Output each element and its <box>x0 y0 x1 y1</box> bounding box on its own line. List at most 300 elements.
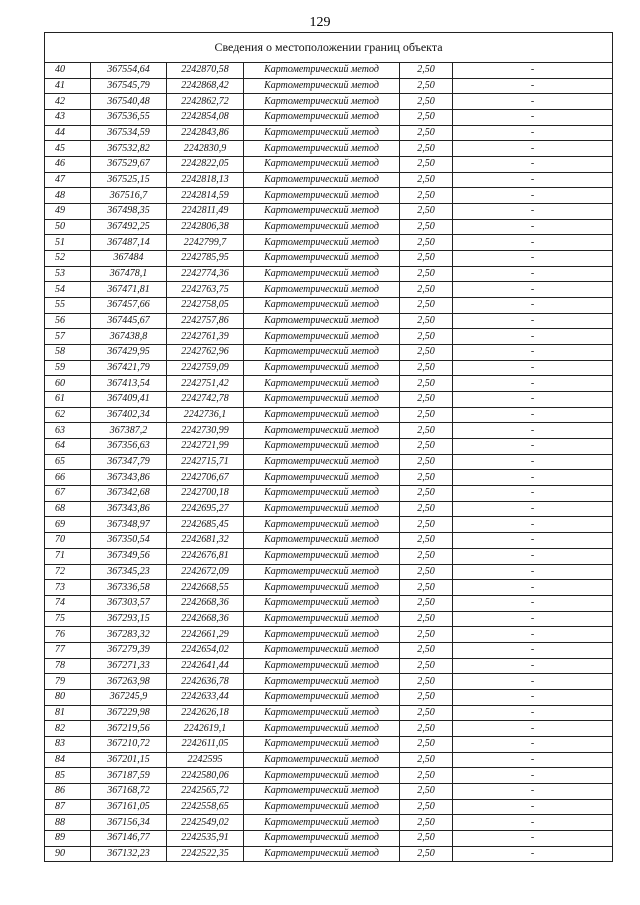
x-coordinate-cell: 367283,32 <box>91 627 167 643</box>
description-cell: - <box>453 298 613 314</box>
table-row <box>45 125 613 141</box>
table-row <box>45 188 613 204</box>
point-number-cell: 73 <box>45 580 91 596</box>
table-row <box>45 392 613 408</box>
point-number-cell: 55 <box>45 298 91 314</box>
y-coordinate-cell: 2242818,13 <box>167 172 244 188</box>
y-coordinate-cell: 2242626,18 <box>167 705 244 721</box>
description-cell: - <box>453 345 613 361</box>
y-coordinate-cell: 2242758,05 <box>167 298 244 314</box>
method-cell: Картометрический метод <box>244 141 400 157</box>
y-coordinate-cell: 2242685,45 <box>167 517 244 533</box>
x-coordinate-cell: 367210,72 <box>91 736 167 752</box>
point-number-cell: 76 <box>45 627 91 643</box>
method-cell: Картометрический метод <box>244 360 400 376</box>
x-coordinate-cell: 367345,23 <box>91 564 167 580</box>
point-number-cell: 62 <box>45 407 91 423</box>
y-coordinate-cell: 2242641,44 <box>167 658 244 674</box>
table-row <box>45 360 613 376</box>
table-row <box>45 799 613 815</box>
y-coordinate-cell: 2242706,67 <box>167 470 244 486</box>
description-cell: - <box>453 439 613 455</box>
description-cell: - <box>453 846 613 862</box>
accuracy-cell: 2,50 <box>400 595 453 611</box>
accuracy-cell: 2,50 <box>400 219 453 235</box>
point-number-cell: 65 <box>45 454 91 470</box>
y-coordinate-cell: 2242757,86 <box>167 313 244 329</box>
accuracy-cell: 2,50 <box>400 674 453 690</box>
description-cell: - <box>453 78 613 94</box>
point-number-cell: 50 <box>45 219 91 235</box>
method-cell: Картометрический метод <box>244 110 400 126</box>
accuracy-cell: 2,50 <box>400 548 453 564</box>
x-coordinate-cell: 367438,8 <box>91 329 167 345</box>
accuracy-cell: 2,50 <box>400 78 453 94</box>
description-cell: - <box>453 219 613 235</box>
y-coordinate-cell: 2242814,59 <box>167 188 244 204</box>
point-number-cell: 42 <box>45 94 91 110</box>
table-row <box>45 517 613 533</box>
point-number-cell: 89 <box>45 830 91 846</box>
point-number-cell: 72 <box>45 564 91 580</box>
accuracy-cell: 2,50 <box>400 580 453 596</box>
y-coordinate-cell: 2242763,75 <box>167 282 244 298</box>
point-number-cell: 80 <box>45 689 91 705</box>
x-coordinate-cell: 367540,48 <box>91 94 167 110</box>
method-cell: Картометрический метод <box>244 235 400 251</box>
table-row <box>45 439 613 455</box>
accuracy-cell: 2,50 <box>400 94 453 110</box>
x-coordinate-cell: 367356,63 <box>91 439 167 455</box>
accuracy-cell: 2,50 <box>400 564 453 580</box>
y-coordinate-cell: 2242742,78 <box>167 392 244 408</box>
point-number-cell: 53 <box>45 266 91 282</box>
x-coordinate-cell: 367132,23 <box>91 846 167 862</box>
point-number-cell: 78 <box>45 658 91 674</box>
method-cell: Картометрический метод <box>244 564 400 580</box>
y-coordinate-cell: 2242843,86 <box>167 125 244 141</box>
accuracy-cell: 2,50 <box>400 783 453 799</box>
accuracy-cell: 2,50 <box>400 627 453 643</box>
y-coordinate-cell: 2242558,65 <box>167 799 244 815</box>
method-cell: Картометрический метод <box>244 376 400 392</box>
table-row <box>45 783 613 799</box>
y-coordinate-cell: 2242633,44 <box>167 689 244 705</box>
description-cell: - <box>453 204 613 220</box>
table-row <box>45 172 613 188</box>
point-number-cell: 86 <box>45 783 91 799</box>
x-coordinate-cell: 367445,67 <box>91 313 167 329</box>
description-cell: - <box>453 564 613 580</box>
point-number-cell: 85 <box>45 768 91 784</box>
y-coordinate-cell: 2242830,9 <box>167 141 244 157</box>
table-row <box>45 689 613 705</box>
point-number-cell: 59 <box>45 360 91 376</box>
x-coordinate-cell: 367343,86 <box>91 501 167 517</box>
y-coordinate-cell: 2242661,29 <box>167 627 244 643</box>
table-row <box>45 454 613 470</box>
description-cell: - <box>453 94 613 110</box>
y-coordinate-cell: 2242535,91 <box>167 830 244 846</box>
accuracy-cell: 2,50 <box>400 266 453 282</box>
point-number-cell: 75 <box>45 611 91 627</box>
point-number-cell: 67 <box>45 486 91 502</box>
description-cell: - <box>453 235 613 251</box>
point-number-cell: 52 <box>45 251 91 267</box>
y-coordinate-cell: 2242522,35 <box>167 846 244 862</box>
point-number-cell: 51 <box>45 235 91 251</box>
method-cell: Картометрический метод <box>244 611 400 627</box>
method-cell: Картометрический метод <box>244 752 400 768</box>
y-coordinate-cell: 2242870,58 <box>167 63 244 79</box>
description-cell: - <box>453 172 613 188</box>
table-row <box>45 78 613 94</box>
accuracy-cell: 2,50 <box>400 517 453 533</box>
method-cell: Картометрический метод <box>244 658 400 674</box>
method-cell: Картометрический метод <box>244 705 400 721</box>
table-row <box>45 376 613 392</box>
table-title-row <box>45 33 613 63</box>
point-number-cell: 47 <box>45 172 91 188</box>
description-cell: - <box>453 501 613 517</box>
y-coordinate-cell: 2242668,36 <box>167 595 244 611</box>
method-cell: Картометрический метод <box>244 517 400 533</box>
method-cell: Картометрический метод <box>244 125 400 141</box>
accuracy-cell: 2,50 <box>400 188 453 204</box>
point-number-cell: 48 <box>45 188 91 204</box>
method-cell: Картометрический метод <box>244 94 400 110</box>
accuracy-cell: 2,50 <box>400 611 453 627</box>
x-coordinate-cell: 367413,54 <box>91 376 167 392</box>
y-coordinate-cell: 2242695,27 <box>167 501 244 517</box>
table-row <box>45 486 613 502</box>
y-coordinate-cell: 2242854,08 <box>167 110 244 126</box>
method-cell: Картометрический метод <box>244 815 400 831</box>
description-cell: - <box>453 799 613 815</box>
x-coordinate-cell: 367146,77 <box>91 830 167 846</box>
accuracy-cell: 2,50 <box>400 407 453 423</box>
table-row <box>45 611 613 627</box>
description-cell: - <box>453 580 613 596</box>
point-number-cell: 46 <box>45 157 91 173</box>
x-coordinate-cell: 367516,7 <box>91 188 167 204</box>
accuracy-cell: 2,50 <box>400 235 453 251</box>
x-coordinate-cell: 367529,67 <box>91 157 167 173</box>
y-coordinate-cell: 2242668,36 <box>167 611 244 627</box>
accuracy-cell: 2,50 <box>400 689 453 705</box>
x-coordinate-cell: 367168,72 <box>91 783 167 799</box>
method-cell: Картометрический метод <box>244 486 400 502</box>
y-coordinate-cell: 2242668,55 <box>167 580 244 596</box>
description-cell: - <box>453 110 613 126</box>
table-row <box>45 110 613 126</box>
table-row <box>45 298 613 314</box>
method-cell: Картометрический метод <box>244 251 400 267</box>
table-row <box>45 721 613 737</box>
y-coordinate-cell: 2242730,99 <box>167 423 244 439</box>
y-coordinate-cell: 2242721,99 <box>167 439 244 455</box>
point-number-cell: 84 <box>45 752 91 768</box>
accuracy-cell: 2,50 <box>400 329 453 345</box>
point-number-cell: 77 <box>45 642 91 658</box>
x-coordinate-cell: 367348,97 <box>91 517 167 533</box>
x-coordinate-cell: 367545,79 <box>91 78 167 94</box>
x-coordinate-cell: 367161,05 <box>91 799 167 815</box>
table-row <box>45 501 613 517</box>
point-number-cell: 69 <box>45 517 91 533</box>
x-coordinate-cell: 367534,59 <box>91 125 167 141</box>
method-cell: Картометрический метод <box>244 392 400 408</box>
point-number-cell: 63 <box>45 423 91 439</box>
method-cell: Картометрический метод <box>244 721 400 737</box>
point-number-cell: 45 <box>45 141 91 157</box>
table-row <box>45 157 613 173</box>
accuracy-cell: 2,50 <box>400 768 453 784</box>
accuracy-cell: 2,50 <box>400 439 453 455</box>
point-number-cell: 57 <box>45 329 91 345</box>
table-row <box>45 564 613 580</box>
table-title: Сведения о местоположении границ объекта <box>45 33 613 63</box>
method-cell: Картометрический метод <box>244 345 400 361</box>
description-cell: - <box>453 63 613 79</box>
boundary-coordinates-table <box>44 32 613 862</box>
x-coordinate-cell: 367293,15 <box>91 611 167 627</box>
description-cell: - <box>453 360 613 376</box>
accuracy-cell: 2,50 <box>400 736 453 752</box>
point-number-cell: 49 <box>45 204 91 220</box>
table-row <box>45 141 613 157</box>
point-number-cell: 66 <box>45 470 91 486</box>
accuracy-cell: 2,50 <box>400 125 453 141</box>
x-coordinate-cell: 367409,41 <box>91 392 167 408</box>
method-cell: Картометрический метод <box>244 548 400 564</box>
table-row <box>45 846 613 862</box>
table-row <box>45 658 613 674</box>
description-cell: - <box>453 815 613 831</box>
y-coordinate-cell: 2242759,09 <box>167 360 244 376</box>
description-cell: - <box>453 627 613 643</box>
description-cell: - <box>453 736 613 752</box>
x-coordinate-cell: 367349,56 <box>91 548 167 564</box>
point-number-cell: 54 <box>45 282 91 298</box>
accuracy-cell: 2,50 <box>400 846 453 862</box>
x-coordinate-cell: 367498,35 <box>91 204 167 220</box>
y-coordinate-cell: 2242761,39 <box>167 329 244 345</box>
description-cell: - <box>453 548 613 564</box>
accuracy-cell: 2,50 <box>400 658 453 674</box>
method-cell: Картометрический метод <box>244 282 400 298</box>
x-coordinate-cell: 367492,25 <box>91 219 167 235</box>
method-cell: Картометрический метод <box>244 407 400 423</box>
table-row <box>45 595 613 611</box>
method-cell: Картометрический метод <box>244 439 400 455</box>
y-coordinate-cell: 2242762,96 <box>167 345 244 361</box>
y-coordinate-cell: 2242785,95 <box>167 251 244 267</box>
table-row <box>45 705 613 721</box>
x-coordinate-cell: 367229,98 <box>91 705 167 721</box>
x-coordinate-cell: 367536,55 <box>91 110 167 126</box>
accuracy-cell: 2,50 <box>400 454 453 470</box>
page-number: 129 <box>309 15 331 30</box>
description-cell: - <box>453 392 613 408</box>
method-cell: Картометрический метод <box>244 533 400 549</box>
accuracy-cell: 2,50 <box>400 282 453 298</box>
table-row <box>45 752 613 768</box>
method-cell: Картометрический метод <box>244 204 400 220</box>
table-row <box>45 470 613 486</box>
accuracy-cell: 2,50 <box>400 345 453 361</box>
method-cell: Картометрический метод <box>244 454 400 470</box>
x-coordinate-cell: 367484 <box>91 251 167 267</box>
description-cell: - <box>453 611 613 627</box>
x-coordinate-cell: 367336,58 <box>91 580 167 596</box>
y-coordinate-cell: 2242676,81 <box>167 548 244 564</box>
description-cell: - <box>453 486 613 502</box>
x-coordinate-cell: 367554,64 <box>91 63 167 79</box>
method-cell: Картометрический метод <box>244 642 400 658</box>
description-cell: - <box>453 125 613 141</box>
method-cell: Картометрический метод <box>244 580 400 596</box>
y-coordinate-cell: 2242619,1 <box>167 721 244 737</box>
method-cell: Картометрический метод <box>244 627 400 643</box>
accuracy-cell: 2,50 <box>400 360 453 376</box>
table-row <box>45 407 613 423</box>
y-coordinate-cell: 2242636,78 <box>167 674 244 690</box>
point-number-cell: 41 <box>45 78 91 94</box>
x-coordinate-cell: 367156,34 <box>91 815 167 831</box>
point-number-cell: 60 <box>45 376 91 392</box>
description-cell: - <box>453 470 613 486</box>
x-coordinate-cell: 367387,2 <box>91 423 167 439</box>
description-cell: - <box>453 752 613 768</box>
description-cell: - <box>453 830 613 846</box>
table-row <box>45 266 613 282</box>
method-cell: Картометрический метод <box>244 266 400 282</box>
table-row <box>45 830 613 846</box>
y-coordinate-cell: 2242868,42 <box>167 78 244 94</box>
table-row <box>45 815 613 831</box>
accuracy-cell: 2,50 <box>400 799 453 815</box>
table-row <box>45 674 613 690</box>
x-coordinate-cell: 367347,79 <box>91 454 167 470</box>
point-number-cell: 68 <box>45 501 91 517</box>
method-cell: Картометрический метод <box>244 298 400 314</box>
description-cell: - <box>453 282 613 298</box>
x-coordinate-cell: 367219,56 <box>91 721 167 737</box>
accuracy-cell: 2,50 <box>400 830 453 846</box>
table-row <box>45 329 613 345</box>
x-coordinate-cell: 367525,15 <box>91 172 167 188</box>
description-cell: - <box>453 376 613 392</box>
y-coordinate-cell: 2242681,32 <box>167 533 244 549</box>
method-cell: Картометрический метод <box>244 846 400 862</box>
description-cell: - <box>453 141 613 157</box>
accuracy-cell: 2,50 <box>400 313 453 329</box>
y-coordinate-cell: 2242774,36 <box>167 266 244 282</box>
accuracy-cell: 2,50 <box>400 172 453 188</box>
x-coordinate-cell: 367471,81 <box>91 282 167 298</box>
description-cell: - <box>453 313 613 329</box>
description-cell: - <box>453 721 613 737</box>
x-coordinate-cell: 367201,15 <box>91 752 167 768</box>
y-coordinate-cell: 2242549,02 <box>167 815 244 831</box>
table-row <box>45 219 613 235</box>
table-row <box>45 423 613 439</box>
method-cell: Картометрический метод <box>244 219 400 235</box>
table-body <box>45 63 613 862</box>
accuracy-cell: 2,50 <box>400 501 453 517</box>
method-cell: Картометрический метод <box>244 78 400 94</box>
x-coordinate-cell: 367245,9 <box>91 689 167 705</box>
x-coordinate-cell: 367343,86 <box>91 470 167 486</box>
method-cell: Картометрический метод <box>244 470 400 486</box>
accuracy-cell: 2,50 <box>400 642 453 658</box>
accuracy-cell: 2,50 <box>400 141 453 157</box>
accuracy-cell: 2,50 <box>400 705 453 721</box>
method-cell: Картометрический метод <box>244 674 400 690</box>
table-row <box>45 548 613 564</box>
method-cell: Картометрический метод <box>244 736 400 752</box>
y-coordinate-cell: 2242811,49 <box>167 204 244 220</box>
table-row <box>45 345 613 361</box>
table-row <box>45 580 613 596</box>
point-number-cell: 74 <box>45 595 91 611</box>
accuracy-cell: 2,50 <box>400 63 453 79</box>
x-coordinate-cell: 367402,34 <box>91 407 167 423</box>
point-number-cell: 90 <box>45 846 91 862</box>
accuracy-cell: 2,50 <box>400 392 453 408</box>
description-cell: - <box>453 705 613 721</box>
y-coordinate-cell: 2242672,09 <box>167 564 244 580</box>
method-cell: Картометрический метод <box>244 689 400 705</box>
description-cell: - <box>453 157 613 173</box>
description-cell: - <box>453 266 613 282</box>
description-cell: - <box>453 454 613 470</box>
table-row <box>45 63 613 79</box>
x-coordinate-cell: 367487,14 <box>91 235 167 251</box>
point-number-cell: 64 <box>45 439 91 455</box>
y-coordinate-cell: 2242862,72 <box>167 94 244 110</box>
description-cell: - <box>453 783 613 799</box>
method-cell: Картометрический метод <box>244 157 400 173</box>
table-row <box>45 736 613 752</box>
description-cell: - <box>453 251 613 267</box>
point-number-cell: 71 <box>45 548 91 564</box>
x-coordinate-cell: 367187,59 <box>91 768 167 784</box>
y-coordinate-cell: 2242806,38 <box>167 219 244 235</box>
accuracy-cell: 2,50 <box>400 376 453 392</box>
method-cell: Картометрический метод <box>244 783 400 799</box>
accuracy-cell: 2,50 <box>400 251 453 267</box>
point-number-cell: 82 <box>45 721 91 737</box>
description-cell: - <box>453 188 613 204</box>
point-number-cell: 83 <box>45 736 91 752</box>
description-cell: - <box>453 642 613 658</box>
y-coordinate-cell: 2242654,02 <box>167 642 244 658</box>
accuracy-cell: 2,50 <box>400 298 453 314</box>
table-row <box>45 313 613 329</box>
y-coordinate-cell: 2242751,42 <box>167 376 244 392</box>
description-cell: - <box>453 423 613 439</box>
description-cell: - <box>453 407 613 423</box>
description-cell: - <box>453 517 613 533</box>
x-coordinate-cell: 367532,82 <box>91 141 167 157</box>
y-coordinate-cell: 2242799,7 <box>167 235 244 251</box>
method-cell: Картометрический метод <box>244 501 400 517</box>
point-number-cell: 40 <box>45 63 91 79</box>
x-coordinate-cell: 367342,68 <box>91 486 167 502</box>
description-cell: - <box>453 595 613 611</box>
